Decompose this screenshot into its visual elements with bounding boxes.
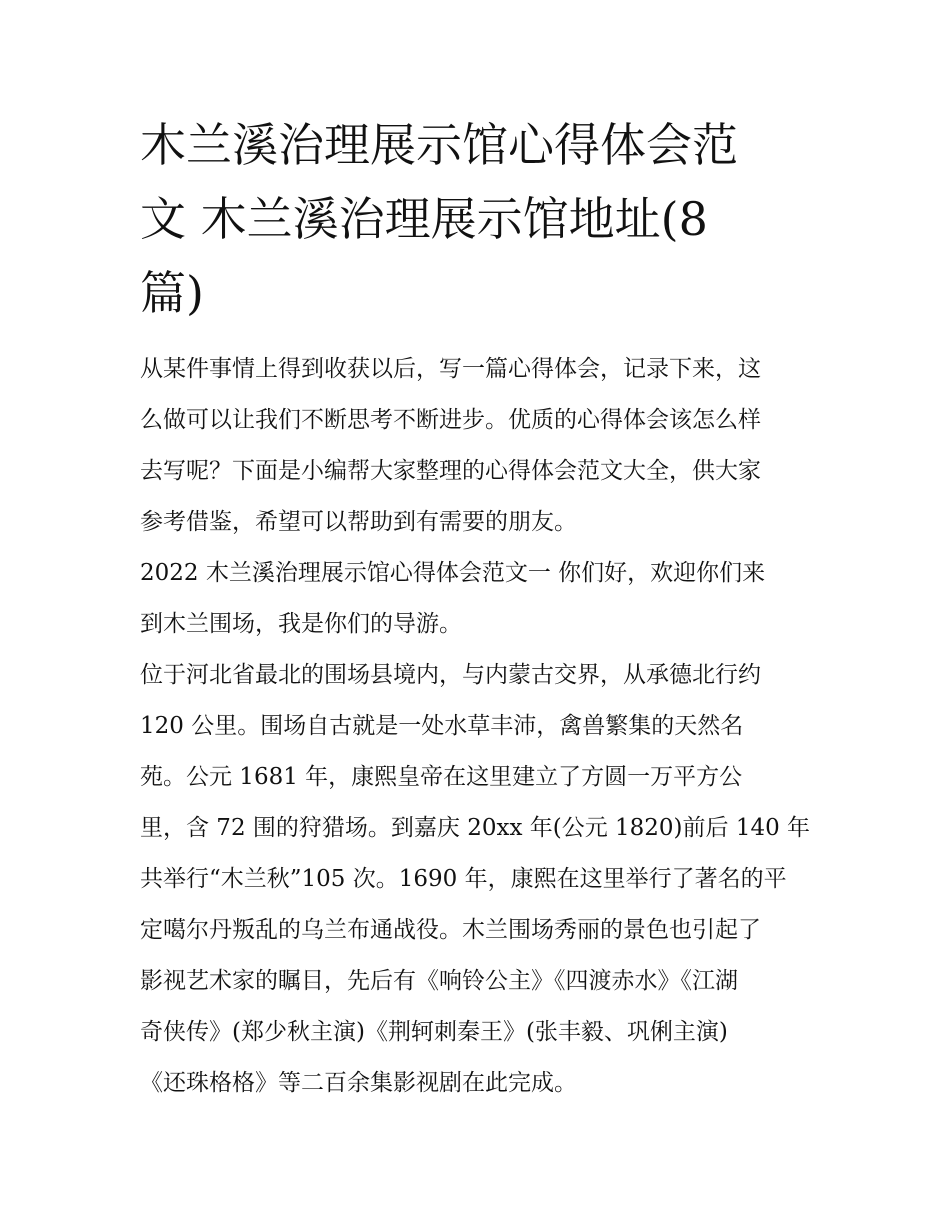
text-line: 参考借鉴，希望可以帮助到有需要的朋友。 — [140, 509, 577, 535]
text-line: 影视艺术家的瞩目，先后有《响铃公主》《四渡赤水》《江湖 — [140, 968, 738, 994]
text-line: 里，含 72 围的狩猎场。到嘉庆 20xx 年(公元 1820)前后 140 年 — [140, 815, 811, 841]
title-line: 木兰溪治理展示馆心得体会范 — [140, 118, 738, 172]
document-title — [140, 108, 820, 330]
document-body — [140, 344, 820, 1109]
text-line: 定噶尔丹叛乱的乌兰布通战役。木兰围场秀丽的景色也引起了 — [140, 917, 761, 943]
paragraph-greeting — [140, 548, 820, 650]
title-line: 篇) — [140, 266, 204, 320]
text-line: 么做可以让我们不断思考不断进步。优质的心得体会该怎么样 — [140, 407, 761, 433]
document-page — [140, 108, 820, 1109]
text-line: 到木兰围场，我是你们的导游。 — [140, 611, 462, 637]
text-line: 从某件事情上得到收获以后，写一篇心得体会，记录下来，这 — [140, 356, 761, 382]
text-line: 去写呢？下面是小编帮大家整理的心得体会范文大全，供大家 — [140, 458, 761, 484]
title-line: 文 木兰溪治理展示馆地址(8 — [140, 192, 708, 246]
text-line: 《还珠格格》等二百余集影视剧在此完成。 — [140, 1070, 577, 1096]
text-line: 奇侠传》(郑少秋主演)《荆轲刺秦王》(张丰毅、巩俐主演) — [140, 1019, 728, 1045]
text-line: 苑。公元 1681 年，康熙皇帝在这里建立了方圆一万平方公 — [140, 764, 743, 790]
paragraph-history — [140, 650, 820, 1109]
paragraph-intro — [140, 344, 820, 548]
text-line: 120 公里。围场自古就是一处水草丰沛，禽兽繁集的天然名 — [140, 713, 744, 739]
text-line: 2022 木兰溪治理展示馆心得体会范文一 你们好，欢迎你们来 — [140, 560, 766, 586]
text-line: 位于河北省最北的围场县境内，与内蒙古交界，从承德北行约 — [140, 662, 761, 688]
text-line: 共举行“木兰秋”105 次。1690 年，康熙在这里举行了著名的平 — [140, 866, 787, 892]
